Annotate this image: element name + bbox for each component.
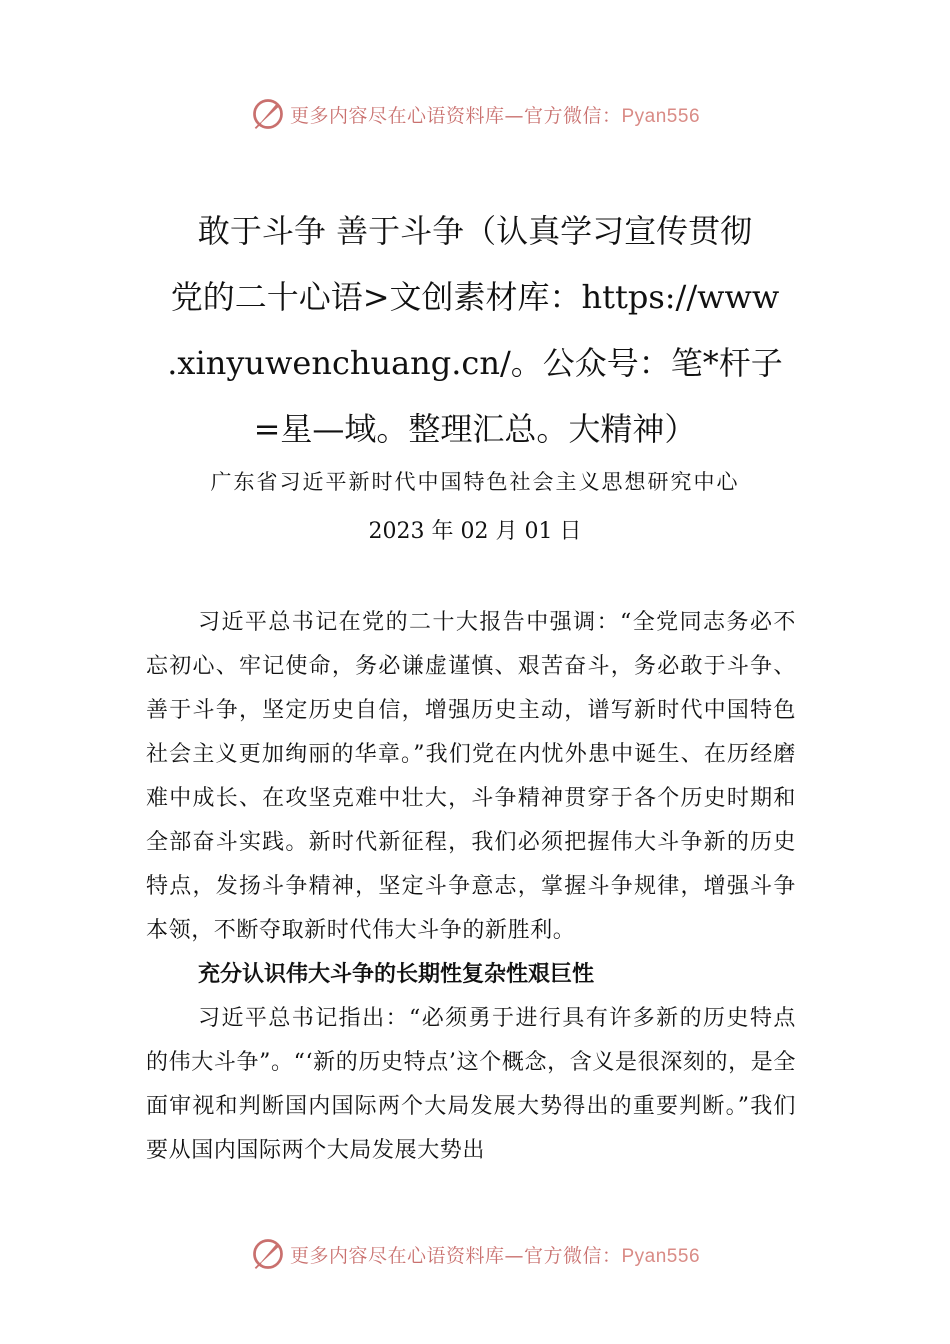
quill-logo-icon <box>250 96 286 132</box>
title-line: 党的二十心语>文创素材库：https://www <box>170 278 780 316</box>
section-heading: 充分认识伟大斗争的长期性复杂性艰巨性 <box>198 962 595 987</box>
watermark-banner-bottom <box>0 1232 950 1276</box>
body-paragraph: 习近平总书记指出：“必须勇于进行具有许多新的历史特点的伟大斗争”。“‘新的历史特点’这个概念，含义是很深刻的，是全面审视和判断国内国际两个大局发展大势得出的重要判断。”我们要从国内国际两个大局发展大势出 <box>146 1006 796 1163</box>
publish-date: 2023 年 02 月 01 日 <box>368 519 582 544</box>
document-title <box>150 198 800 462</box>
watermark-banner-top <box>0 92 950 136</box>
body-paragraph: 习近平总书记在党的二十大报告中强调：“全党同志务必不忘初心、牢记使命，务必谦虚谨慎、艰苦奋斗，务必敢于斗争、善于斗争，坚定历史自信，增强历史主动，谱写新时代中国特色社会主义更加绚丽的华章。”我们党在内忧外患中诞生、在历经磨难中成长、在攻坚克难中壮大，斗争精神贯穿于各个历史时期和全部奋斗实践。新时代新征程，我们必须把握伟大斗争新的历史特点，发扬斗争精神，坚定斗争意志，掌握斗争规律，增强斗争本领，不断夺取新时代伟大斗争的新胜利。 <box>146 610 796 943</box>
title-line: 敢于斗争 善于斗争（认真学习宣传贯彻 <box>197 212 753 250</box>
watermark-text: 更多内容尽在心语资料库—官方微信：Pyan556 <box>289 1244 701 1267</box>
title-line: =星—域。整理汇总。大精神） <box>253 410 697 448</box>
title-line: .xinyuwenchuang.cn/。公众号：笔*杆子 <box>167 344 783 382</box>
author-organization: 广东省习近平新时代中国特色社会主义思想研究中心 <box>210 470 740 494</box>
watermark-text: 更多内容尽在心语资料库—官方微信：Pyan556 <box>289 104 701 127</box>
document-body <box>146 601 796 1173</box>
quill-logo-icon <box>250 1236 286 1272</box>
